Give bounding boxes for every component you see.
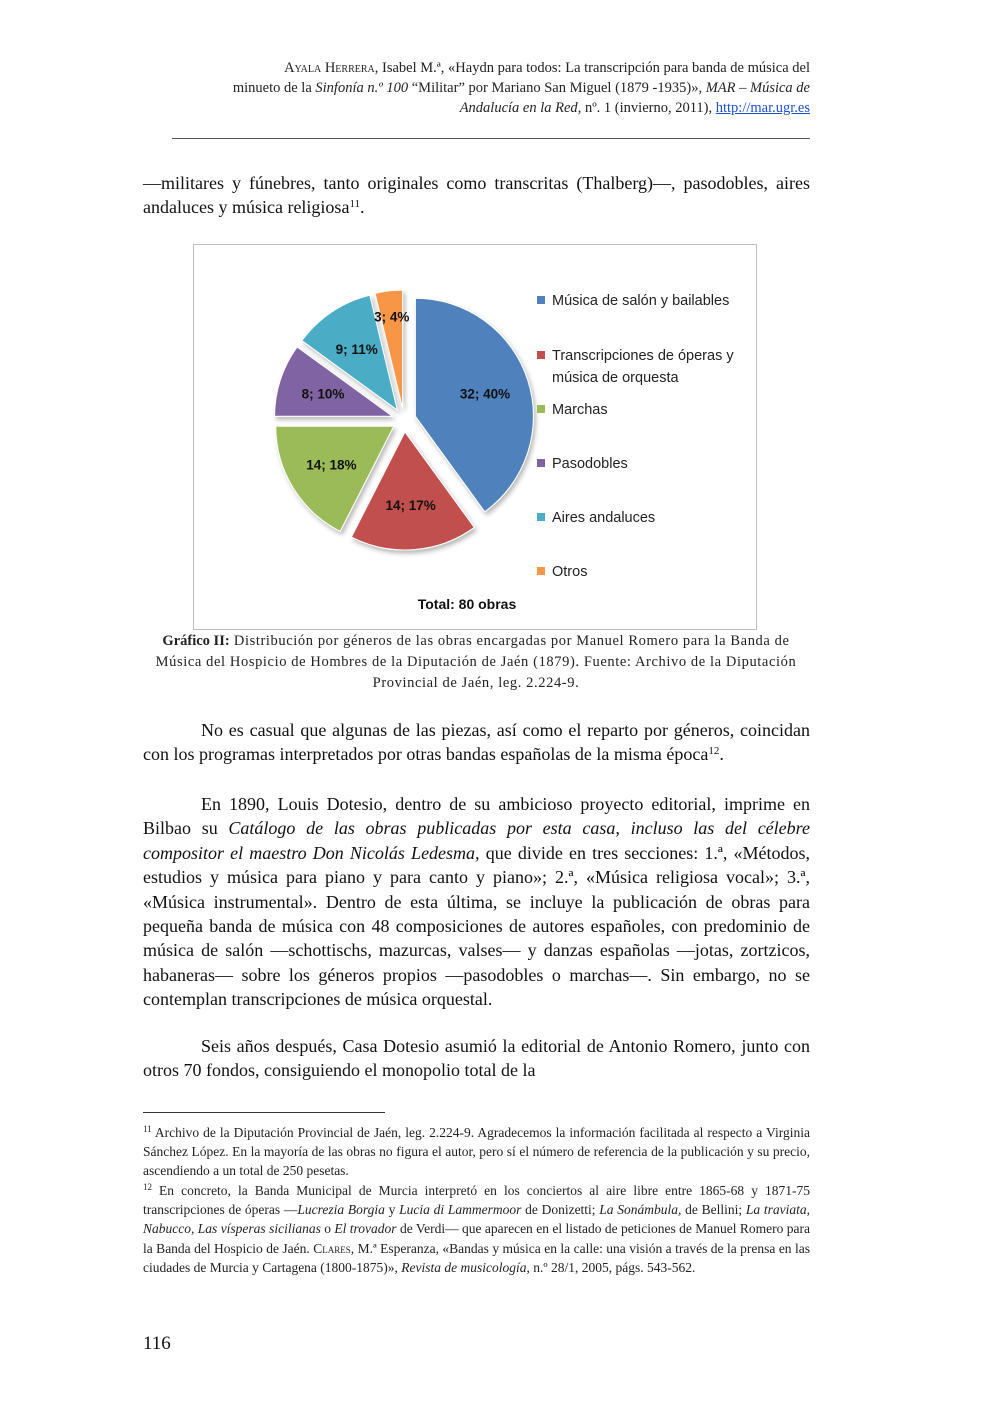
pie-label-marchas: 14; 18%	[306, 457, 357, 473]
legend-item-pasodobles	[537, 456, 628, 472]
caption-label: Gráfico II:	[162, 633, 230, 649]
header-line-2: minueto de la Sinfonía n.º 100 “Militar” por Mariano San Miguel (1879 -1935)», MAR – Música de	[232, 80, 810, 96]
legend-label-transcripciones-de-operas-y-musica-de-orquesta-line2: música de orquesta	[552, 370, 679, 386]
genre-pie-chart	[193, 244, 757, 630]
legend-label-marchas: Marchas	[552, 402, 608, 418]
header-line-3: Andalucía en la Red, nº. 1 (invierno, 2011), http://mar.ugr.es	[459, 100, 810, 116]
running-header	[150, 58, 810, 118]
figure-caption	[140, 631, 812, 694]
paragraph-3: Seis años después, Casa Dotesio asumió la editorial de Antonio Romero, junto con otros 70 fondos, consiguiendo el monopolio total de la	[143, 1036, 810, 1081]
journal-link[interactable]: http://mar.ugr.es	[715, 100, 810, 116]
pie-label-aires-andaluces: 9; 11%	[335, 342, 378, 358]
paragraph-1: No es casual que algunas de las piezas, así como el reparto por géneros, coincidan con los programas interpretados por otras bandas españolas de la misma época$^{12}$.	[143, 720, 810, 765]
legend-label-otros: Otros	[552, 564, 588, 580]
footnote-ref-11[interactable]: 11	[349, 198, 361, 211]
legend-swatch-aires-andaluces	[537, 513, 545, 521]
legend-label-musica-de-salon-y-bailables: Música de salón y bailables	[552, 293, 730, 309]
legend-swatch-pasodobles	[537, 459, 545, 467]
pie-label-transcripciones-de-operas-y-musica-de-orquesta: 14; 17%	[385, 497, 436, 513]
legend-label-transcripciones-de-operas-y-musica-de-orquesta: Transcripciones de óperas y	[552, 348, 734, 364]
legend-swatch-musica-de-salon-y-bailables	[537, 296, 545, 304]
footnote-ref-12[interactable]: 12	[708, 745, 720, 758]
footnote-rule	[143, 1112, 385, 1113]
header-rule	[172, 138, 810, 139]
chart-legend	[537, 293, 734, 580]
legend-swatch-otros	[537, 567, 545, 575]
pie-chart-svg	[194, 245, 756, 629]
chart-total-label: Total: 80 obras	[417, 596, 517, 612]
header-author: Ayala Herrera	[284, 60, 375, 76]
caption-text: Distribución por géneros de las obras encargadas por Manuel Romero para la Banda de Música del Hospicio de Hombres de la Diputación de Jaén (1879). Fuente: Archivo de la Diputación Provincial de Jaén, leg. 2.224-9.	[155, 633, 797, 691]
legend-swatch-marchas	[537, 405, 545, 413]
page-number: 116	[143, 1333, 171, 1354]
footnote-12: $^{12}$ En concreto, la Banda Municipal de Murcia interpretó en los conciertos al aire libre entre 1865-68 y 1871-75 transcripciones de óperas —Lucrezia Borgia y Lucia di Lammermoor de Donizetti; La Sonámbula, de Bellini; La traviata, Nabucco, Las vísperas sicilianas o El trovador de Verdi— que aparecen en el listado de peticiones de Manuel Romero para la Banda del Hospicio de Jaén. Clares, M.ª Esperanza, «Bandas y música en la calle: una visión a través de la prensa en las ciudades de Murcia y Cartagena (1800-1875)», Revista de musicología, n.º 28/1, 2005, págs. 543-562.	[143, 1182, 811, 1275]
intro-paragraph: —militares y fúnebres, tanto originales como transcritas (Thalberg)—, pasodobles, aires andaluces y música religiosa$^{11}$.	[143, 173, 810, 218]
legend-swatch-transcripciones-de-operas-y-musica-de-orquesta	[537, 351, 545, 359]
legend-item-otros	[537, 564, 587, 580]
pie-label-pasodobles: 8; 10%	[301, 386, 345, 402]
pie-label-musica-de-salon-y-bailables: 32; 40%	[459, 386, 511, 402]
paragraph-2: En 1890, Louis Dotesio, dentro de su ambicioso proyecto editorial, imprime en Bilbao su Catálogo de las obras publicadas por esta casa, incluso las del célebre compositor el maestro Don Nicolás Ledesma, que divide en tres secciones: 1.ª, «Métodos, estudios y música para piano y para canto y piano»; 2.ª, «Música religiosa vocal»; 3.ª, «Música instrumental». Dentro de esta última, se incluye la publicación de obras para pequeña banda de música con 48 composiciones de autores españoles, con predominio de música de salón —schottischs, mazurcas, valses— y danzas españolas —jotas, zortzicos, habaneras— sobre los géneros propios —pasodobles o marchas—. Sin embargo, no se contemplan transcripciones de música orquestal.	[143, 794, 810, 1010]
header-line-1: Ayala Herrera, Isabel M.ª, «Haydn para todos: La transcripción para banda de música del	[284, 60, 810, 76]
legend-item-transcripciones-de-operas-y-musica-de-orquesta	[537, 348, 734, 386]
legend-item-aires-andaluces	[537, 510, 655, 526]
legend-item-marchas	[537, 402, 608, 418]
footnote-11: $^{11}$ Archivo de la Diputación Provincial de Jaén, leg. 2.224-9. Agradecemos la información facilitada al respecto a Virginia Sánchez López. En la mayoría de las obras no figura el autor, pero sí el número de referencia de la publicación y su precio, ascendiendo a un total de 250 pesetas.	[143, 1124, 810, 1179]
legend-label-aires-andaluces: Aires andaluces	[552, 510, 656, 526]
legend-item-musica-de-salon-y-bailables	[537, 293, 729, 309]
pie-label-otros: 3; 4%	[374, 309, 410, 325]
legend-label-pasodobles: Pasodobles	[552, 456, 628, 472]
